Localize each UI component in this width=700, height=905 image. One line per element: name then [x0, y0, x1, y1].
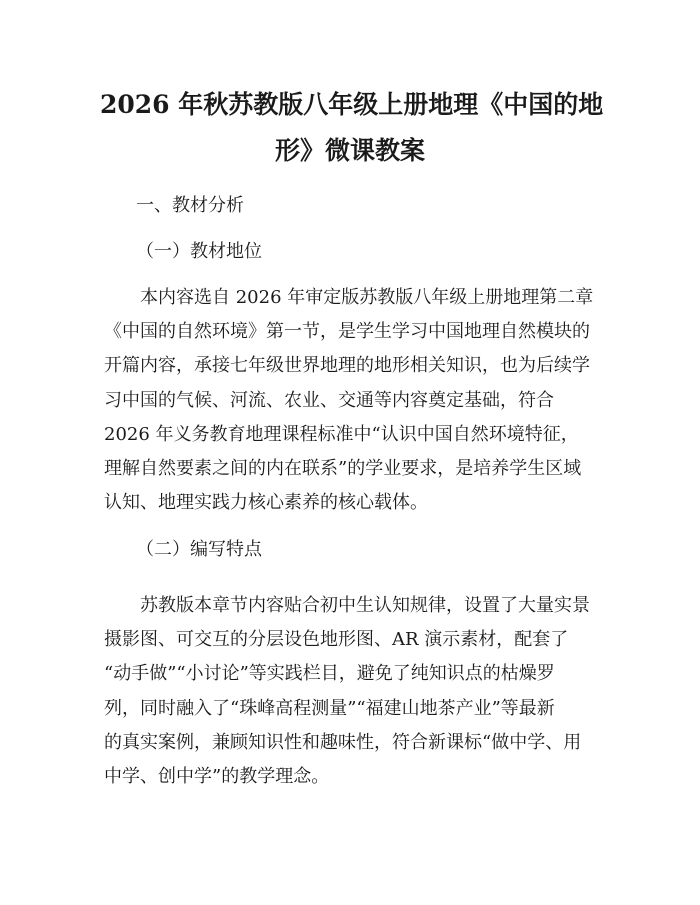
paragraph-line: 列，同时融入了“珠峰高程测量”“福建山地茶产业”等最新	[104, 698, 555, 719]
subsection-heading-textbook-position: （一）教材地位	[136, 241, 262, 262]
paragraph-line: 2026 年义务教育地理课程标准中“认识中国自然环境特征，	[104, 424, 579, 445]
paragraph-line: 本内容选自 2026 年审定版苏教版八年级上册地理第二章	[140, 287, 594, 308]
paragraph-line: 习中国的气候、河流、农业、交通等内容奠定基础，符合	[104, 390, 554, 411]
subsection-heading-writing-features: （二）编写特点	[136, 539, 262, 560]
document-title-line-2: 形》微课教案	[274, 136, 425, 165]
paragraph-line: 开篇内容，承接七年级世界地理的地形相关知识，也为后续学	[104, 355, 590, 376]
paragraph-line: 摄影图、可交互的分层设色地形图、AR 演示素材，配套了	[104, 629, 569, 650]
document-title-line-1: 2026 年秋苏教版八年级上册地理《中国的地	[100, 90, 604, 119]
paragraph-line: 的真实案例，兼顾知识性和趣味性，符合新课标“做中学、用	[104, 732, 582, 753]
paragraph-line: “动手做”“小讨论”等实践栏目，避免了纯知识点的枯燥罗	[104, 663, 555, 684]
paragraph-line: 中学、创中学”的教学理念。	[104, 766, 330, 787]
section-heading-textbook-analysis: 一、教材分析	[136, 195, 244, 216]
paragraph-line: 《中国的自然环境》第一节，是学生学习中国地理自然模块的	[104, 321, 590, 342]
paragraph-line: 认知、地理实践力核心素养的核心载体。	[104, 492, 428, 513]
paragraph-line: 苏教版本章节内容贴合初中生认知规律，设置了大量实景	[140, 595, 590, 616]
paragraph-line: 理解自然要素之间的内在联系”的学业要求，是培养学生区域	[104, 458, 582, 479]
